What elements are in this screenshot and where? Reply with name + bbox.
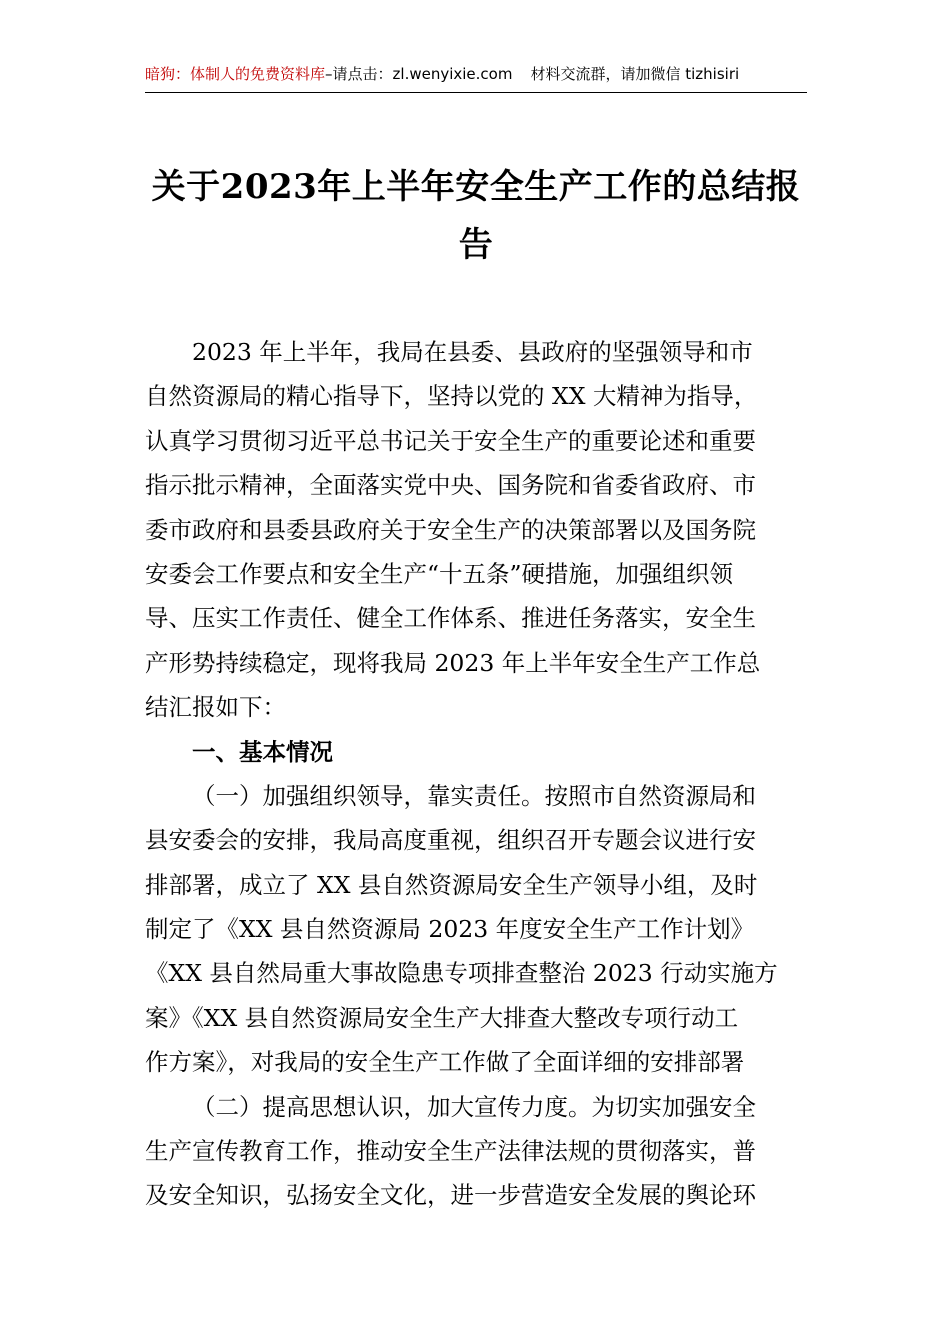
paragraph-line: 导、压实工作责任、健全工作体系、推进任务落实，安全生 <box>145 604 756 633</box>
title-line-1: 关于2023年上半年安全生产工作的总结报 <box>151 167 801 207</box>
title-line-2: 告 <box>458 225 494 265</box>
paragraph-line: 安委会工作要点和安全生产“十五条”硬措施，加强组织领 <box>145 559 734 588</box>
header-url-link[interactable]: zl.wenyixie.com <box>392 65 513 83</box>
paragraph-line: 排部署，成立了 XX 县自然资源局安全生产领导小组，及时 <box>145 870 758 899</box>
header-divider <box>145 92 807 93</box>
paragraph-line: 《XX 县自然局重大事故隐患专项排查整治 2023 行动实施方 <box>145 959 778 988</box>
paragraph-line: 结汇报如下： <box>145 693 286 722</box>
header-site-label[interactable]: 暗狗：体制人的免费资料库 <box>145 65 326 83</box>
paragraph-line: 案》《XX 县自然资源局安全生产大排查大整改专项行动工 <box>145 1003 739 1032</box>
document-title <box>145 158 807 274</box>
page-header <box>145 62 807 94</box>
paragraph-line: 县安委会的安排，我局高度重视，组织召开专题会议进行安 <box>145 826 756 855</box>
paragraph-line: 产形势持续稳定，现将我局 2023 年上半年安全生产工作总 <box>145 648 761 677</box>
paragraph-line: 委市政府和县委县政府关于安全生产的决策部署以及国务院 <box>145 515 756 544</box>
paragraph-line: 指示批示精神，全面落实党中央、国务院和省委省政府、市 <box>145 471 756 500</box>
paragraph-line: （一）加强组织领导，靠实责任。按照市自然资源局和 <box>192 781 756 810</box>
paragraph-line: 生产宣传教育工作，推动安全生产法律法规的贯彻落实，普 <box>145 1137 756 1166</box>
paragraph-line: 认真学习贯彻习近平总书记关于安全生产的重要论述和重要 <box>145 426 756 455</box>
header-click-prompt: –请点击： <box>325 65 393 83</box>
paragraph-line: （二）提高思想认识，加大宣传力度。为切实加强安全 <box>192 1092 756 1121</box>
header-contact: 材料交流群，请加微信 tizhisiri <box>530 65 740 83</box>
paragraph-line: 2023 年上半年，我局在县委、县政府的坚强领导和市 <box>192 338 753 366</box>
section-heading: 一、基本情况 <box>192 737 333 766</box>
paragraph-line: 制定了《XX 县自然资源局 2023 年度安全生产工作计划》 <box>145 915 755 944</box>
document-body <box>145 330 807 1218</box>
paragraph-line: 作方案》，对我局的安全生产工作做了全面详细的安排部署 <box>145 1048 745 1077</box>
paragraph-line: 及安全知识，弘扬安全文化，进一步营造安全发展的舆论环 <box>145 1181 756 1210</box>
paragraph-line: 自然资源局的精心指导下，坚持以党的 XX 大精神为指导， <box>145 382 758 411</box>
